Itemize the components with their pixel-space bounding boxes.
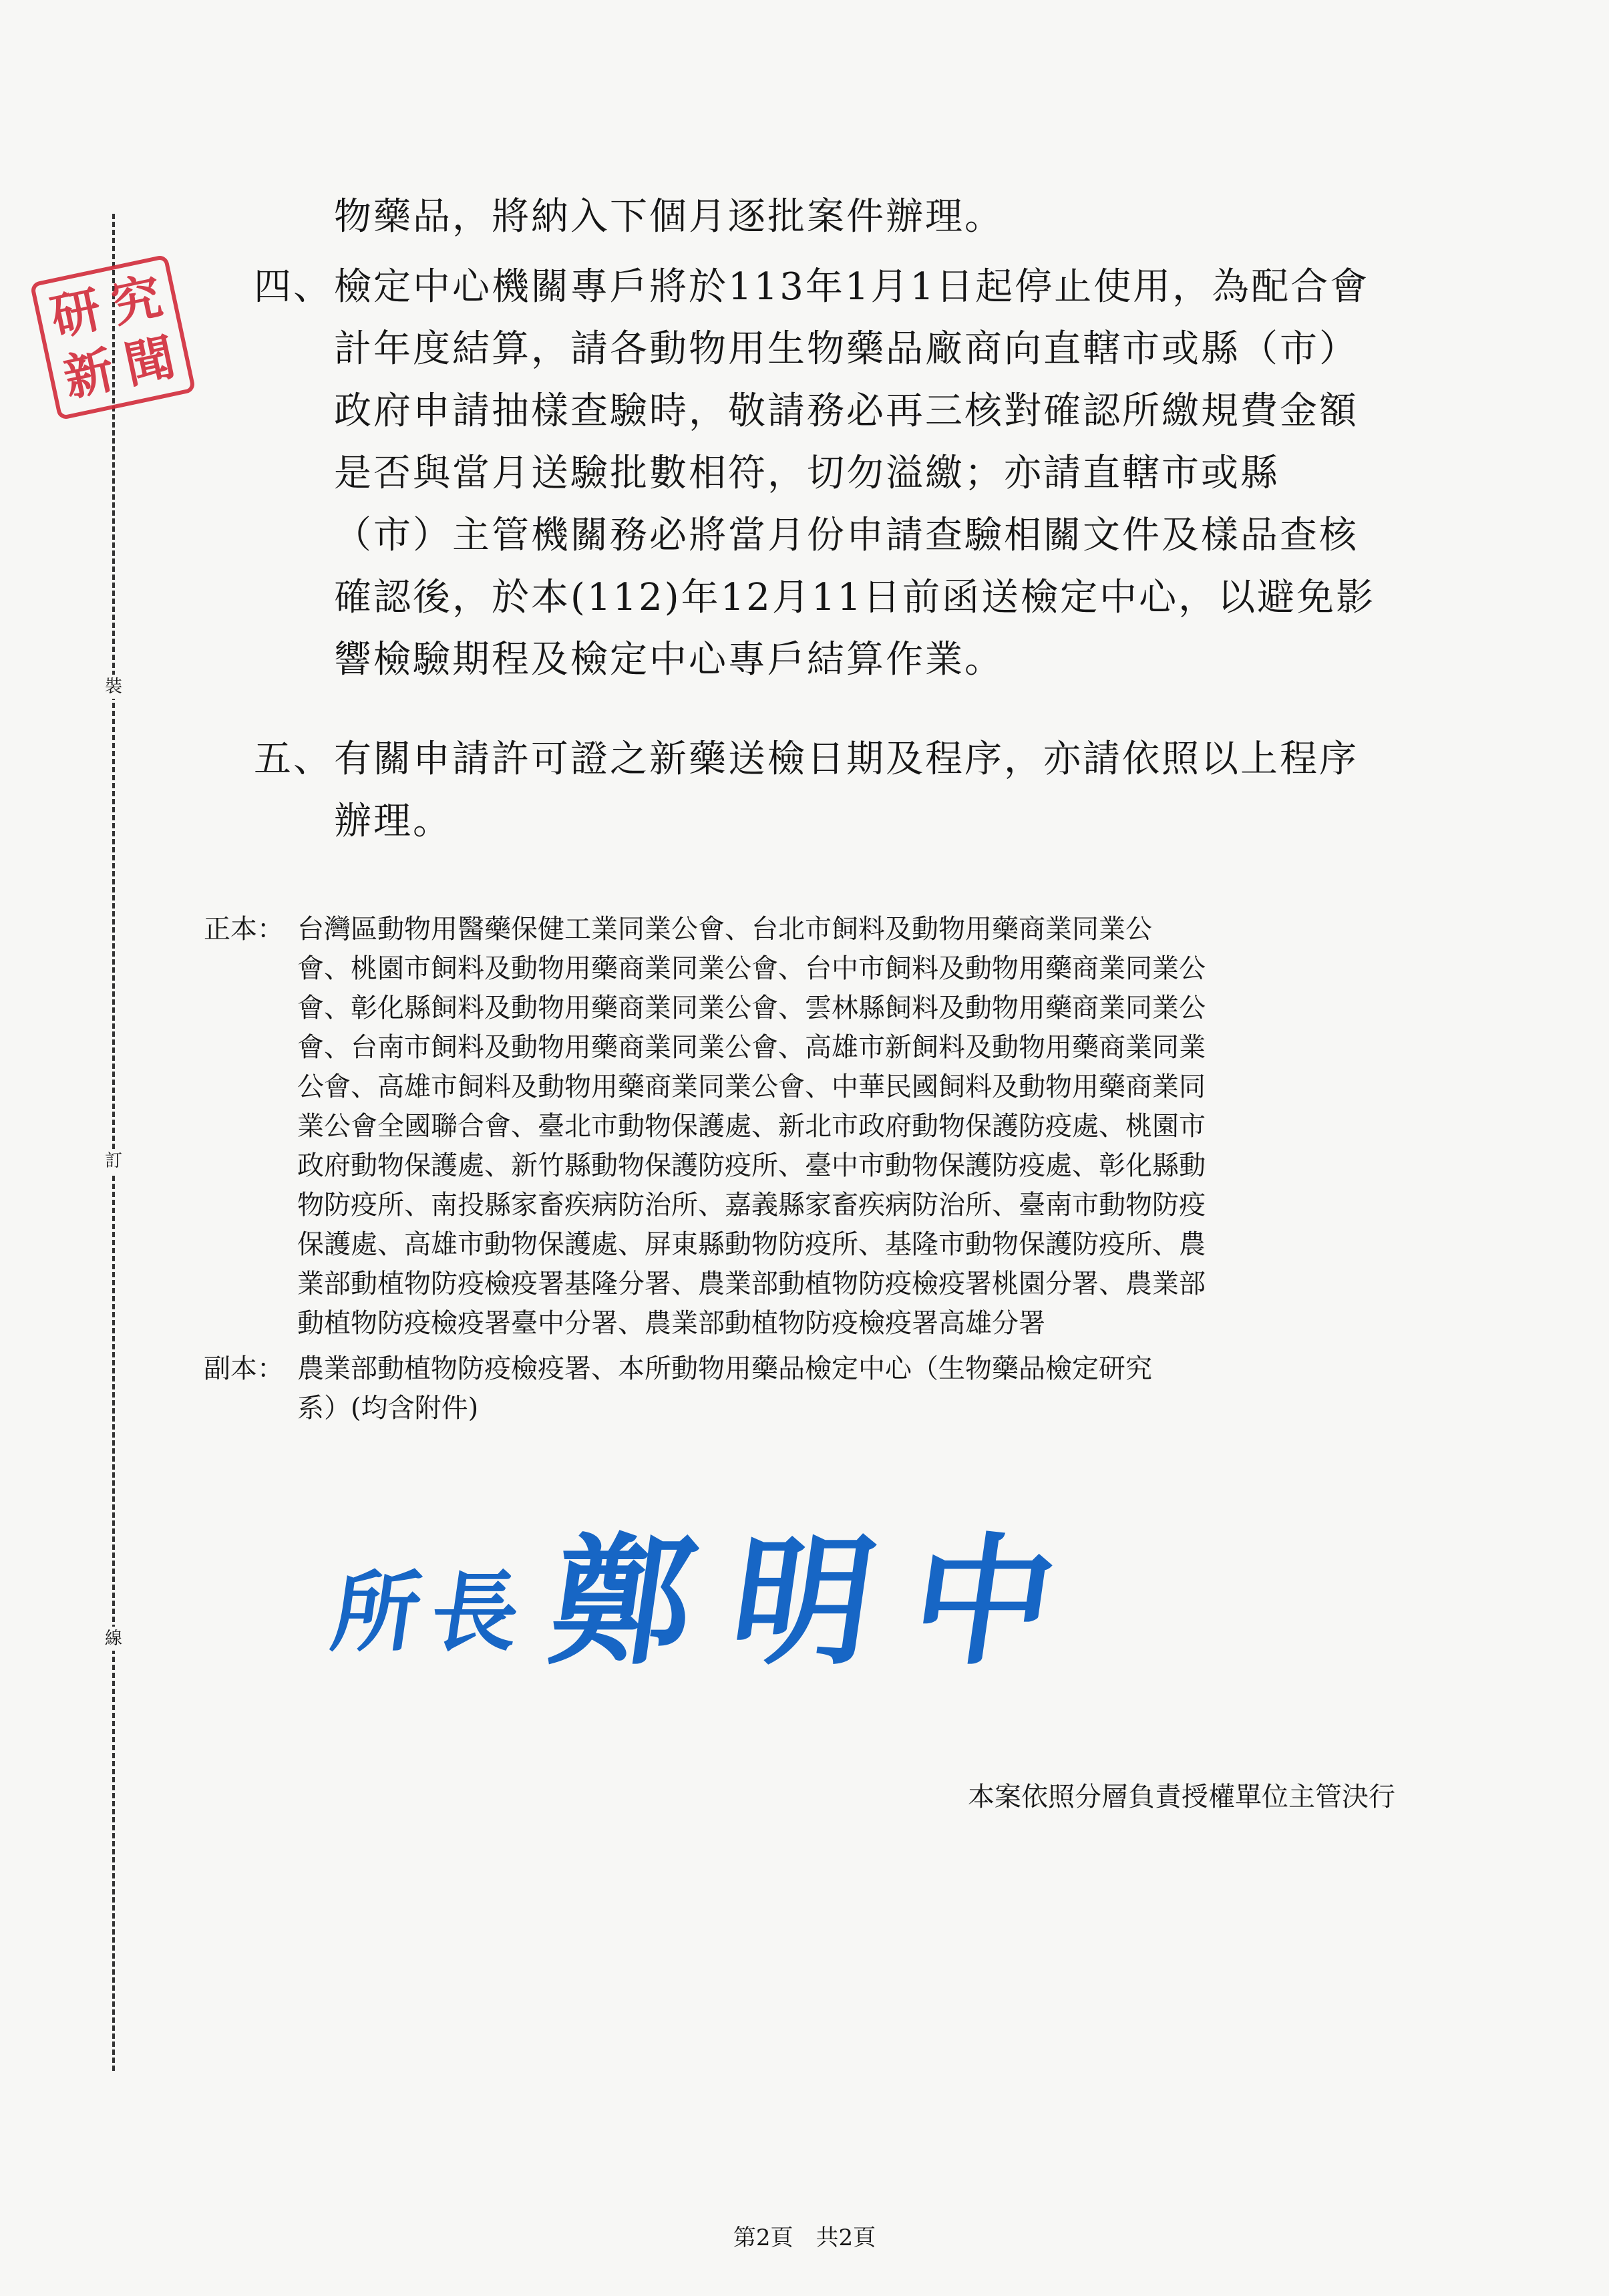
recipients-copy-list <box>297 1349 1606 1428</box>
recipient-line: 台灣區動物用醫藥保健工業同業公會、台北市飼料及動物用藥商業同業公 <box>297 914 1152 945</box>
binding-dashed-line <box>112 214 115 2071</box>
paragraph-line: 政府申請抽樣查驗時，敬請務必再三核對確認所繳規費金額 <box>334 389 1359 433</box>
page-number: 第2頁 共2頁 <box>733 2225 876 2251</box>
red-seal-stamp <box>29 254 196 420</box>
paragraph-line: 是否與當月送驗批數相符，切勿溢繳；亦請直轄市或縣 <box>334 452 1280 495</box>
paragraph-line: 計年度結算，請各動物用生物藥品廠商向直轄市或縣（市） <box>334 327 1359 371</box>
item-number-4: 四、 <box>254 265 333 309</box>
recipient-line: 業部動植物防疫檢疫署基隆分署、農業部動植物防疫檢疫署桃園分署、農業部 <box>297 1269 1206 1299</box>
paragraph-line: 物藥品，將納入下個月逐批案件辦理。 <box>334 195 1004 238</box>
recipient-line: 農業部動植物防疫檢疫署、本所動物用藥品檢定中心（生物藥品檢定研究 <box>297 1353 1152 1384</box>
paragraph-line: （市）主管機關務必將當月份申請查驗相關文件及樣品查核 <box>334 514 1359 557</box>
seal-char: 聞 <box>120 328 180 395</box>
recipients-copy-label: 副本： <box>204 1353 284 1384</box>
paragraph-item-5 <box>334 728 1359 852</box>
binding-char-zhuang: 裝 <box>102 675 126 699</box>
paragraph-item-4 <box>334 256 1375 691</box>
paragraph-line: 辦理。 <box>334 800 452 843</box>
recipient-line: 政府動物保護處、新竹縣動物保護防疫所、臺中市動物保護防疫處、彰化縣動 <box>297 1150 1206 1181</box>
paragraph-line: 有關申請許可證之新藥送檢日期及程序，亦請依照以上程序 <box>334 737 1359 781</box>
binding-char-xian: 線 <box>102 1627 126 1651</box>
recipient-line: 動植物防疫檢疫署臺中分署、農業部動植物防疫檢疫署高雄分署 <box>297 1308 1045 1339</box>
seal-char: 新 <box>59 341 120 407</box>
paragraph-line: 響檢驗期程及檢定中心專戶結算作業。 <box>334 638 1004 681</box>
recipient-line: 業公會全國聯合會、臺北市動物保護處、新北市政府動物保護防疫處、桃園市 <box>297 1111 1206 1142</box>
recipient-line: 系）(均含附件) <box>297 1393 479 1424</box>
binding-char-ding: 訂 <box>102 1149 126 1173</box>
paragraph-line: 檢定中心機關專戶將於113年1月1日起停止使用，為配合會 <box>334 265 1370 309</box>
authorization-note: 本案依照分層負責授權單位主管決行 <box>968 1782 1395 1812</box>
paragraph-line: 確認後，於本(112)年12月11日前函送檢定中心，以避免影 <box>334 576 1376 619</box>
recipients-main-label: 正本： <box>204 914 284 945</box>
recipient-line: 物防疫所、南投縣家畜疾病防治所、嘉義縣家畜疾病防治所、臺南市動物防疫 <box>297 1190 1206 1220</box>
seal-char: 研 <box>45 280 106 347</box>
signature-name: 鄭明中 <box>541 1519 1106 1684</box>
signature-title: 所長 <box>325 1561 538 1663</box>
recipients-main-list <box>297 910 1606 1343</box>
seal-char: 究 <box>106 267 167 334</box>
recipient-line: 公會、高雄市飼料及動物用藥商業同業公會、中華民國飼料及動物用藥商業同 <box>297 1072 1206 1102</box>
recipient-line: 會、彰化縣飼料及動物用藥商業同業公會、雲林縣飼料及動物用藥商業同業公 <box>297 993 1206 1023</box>
recipient-line: 保護處、高雄市動物保護處、屏東縣動物防疫所、基隆市動物保護防疫所、農 <box>297 1229 1206 1260</box>
item-number-5: 五、 <box>254 737 333 781</box>
paragraph-continuation <box>334 186 1004 248</box>
recipient-line: 會、台南市飼料及動物用藥商業同業公會、高雄市新飼料及動物用藥商業同業 <box>297 1032 1206 1063</box>
recipient-line: 會、桃園市飼料及動物用藥商業同業公會、台中市飼料及動物用藥商業同業公 <box>297 953 1206 984</box>
